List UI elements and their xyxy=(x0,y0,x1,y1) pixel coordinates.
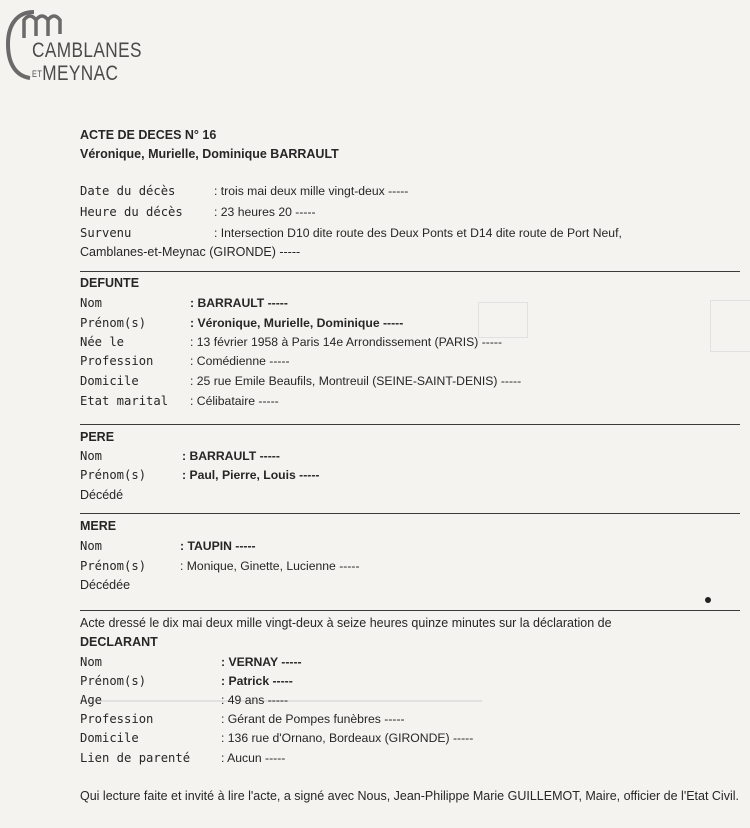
declarant-domicile-label: Domicile xyxy=(80,731,139,745)
bleed-box xyxy=(478,302,528,338)
declarant-domicile-value: : 136 rue d'Ornano, Bordeaux (GIRONDE) ----- xyxy=(221,731,474,745)
defunte-prenom-label: Prénom(s) xyxy=(80,316,147,330)
act-title: ACTE DE DECES N° 16 xyxy=(80,128,217,142)
section-divider xyxy=(80,271,740,272)
logo-line-2-text: MEYNAC xyxy=(42,62,119,85)
declaration-intro: Acte dressé le dix mai deux mille vingt-deux à seize heures quinze minutes sur la déclaration de xyxy=(80,616,612,630)
section-divider xyxy=(80,610,740,611)
defunte-nee-label: Née le xyxy=(80,335,125,349)
camblanes-meynac-logo xyxy=(2,4,172,90)
defunte-etat-value: : Célibataire ----- xyxy=(190,394,279,408)
death-time-label: Heure du décès xyxy=(80,205,183,219)
defunte-domicile-value: : 25 rue Emile Beaufils, Montreuil (SEINE-SAINT-DENIS) ----- xyxy=(190,374,522,388)
mere-status: Décédée xyxy=(80,578,131,592)
defunte-profession-label: Profession xyxy=(80,354,154,368)
declarant-profession-value: : Gérant de Pompes funèbres ----- xyxy=(221,712,405,726)
declarant-prenom-value: : Patrick ----- xyxy=(221,674,293,688)
closing-paragraph: Qui lecture faite et invité à lire l'acte, a signé avec Nous, Jean-Philippe Marie GUILLEMOT, Maire, officier de l'Etat Civil. xyxy=(80,789,739,803)
defunte-domicile-label: Domicile xyxy=(80,374,139,388)
declarant-prenom-label: Prénom(s) xyxy=(80,674,147,688)
declarant-age-label: Age xyxy=(80,693,103,707)
death-date-label: Date du décès xyxy=(80,184,176,198)
death-place-value-2: Camblanes-et-Meynac (GIRONDE) ----- xyxy=(80,245,301,259)
defunte-nom-value: : BARRAULT ----- xyxy=(190,296,288,310)
pere-nom-label: Nom xyxy=(80,449,103,463)
mere-nom-label: Nom xyxy=(80,539,103,553)
mere-prenom-label: Prénom(s) xyxy=(80,559,147,573)
logo-et: ET xyxy=(32,69,43,79)
bleed-box xyxy=(710,300,750,352)
pere-prenom-label: Prénom(s) xyxy=(80,468,147,482)
defunte-nom-label: Nom xyxy=(80,296,103,310)
declarant-age-value: : 49 ans ----- xyxy=(221,693,289,707)
death-place-value: : Intersection D10 dite route des Deux Ponts et D14 dite route de Port Neuf, xyxy=(214,226,622,240)
defunte-heading: DEFUNTE xyxy=(80,276,140,290)
section-divider xyxy=(80,424,740,425)
pere-prenom-value: : Paul, Pierre, Louis ----- xyxy=(182,468,320,482)
death-time-value: : 23 heures 20 ----- xyxy=(214,205,316,219)
declarant-profession-label: Profession xyxy=(80,712,154,726)
defunte-prenom-value: : Véronique, Murielle, Dominique ----- xyxy=(190,316,404,330)
defunte-nee-value: : 13 février 1958 à Paris 14e Arrondissement (PARIS) ----- xyxy=(190,335,503,349)
logo-line-1: CAMBLANES xyxy=(32,39,142,62)
declarant-heading: DECLARANT xyxy=(80,635,158,649)
pere-status: Décédé xyxy=(80,488,124,502)
declarant-parente-label: Lien de parenté xyxy=(80,751,191,765)
act-subtitle: Véronique, Murielle, Dominique BARRAULT xyxy=(80,147,339,161)
pere-nom-value: : BARRAULT ----- xyxy=(182,449,280,463)
death-date-value: : trois mai deux mille vingt-deux ----- xyxy=(214,184,409,198)
section-divider xyxy=(80,513,740,514)
declarant-nom-value: : VERNAY ----- xyxy=(221,655,302,669)
mere-nom-value: : TAUPIN ----- xyxy=(180,539,256,553)
logo-line-2 xyxy=(32,63,118,85)
mere-prenom-value: : Monique, Ginette, Lucienne ----- xyxy=(180,559,360,573)
defunte-profession-value: : Comédienne ----- xyxy=(190,354,290,368)
defunte-etat-label: Etat marital xyxy=(80,394,169,408)
mere-heading: MERE xyxy=(80,519,117,533)
death-place-label: Survenu xyxy=(80,226,132,240)
declarant-nom-label: Nom xyxy=(80,655,103,669)
declarant-parente-value: : Aucun ----- xyxy=(221,751,286,765)
pere-heading: PERE xyxy=(80,430,115,444)
ink-spot xyxy=(705,597,711,603)
